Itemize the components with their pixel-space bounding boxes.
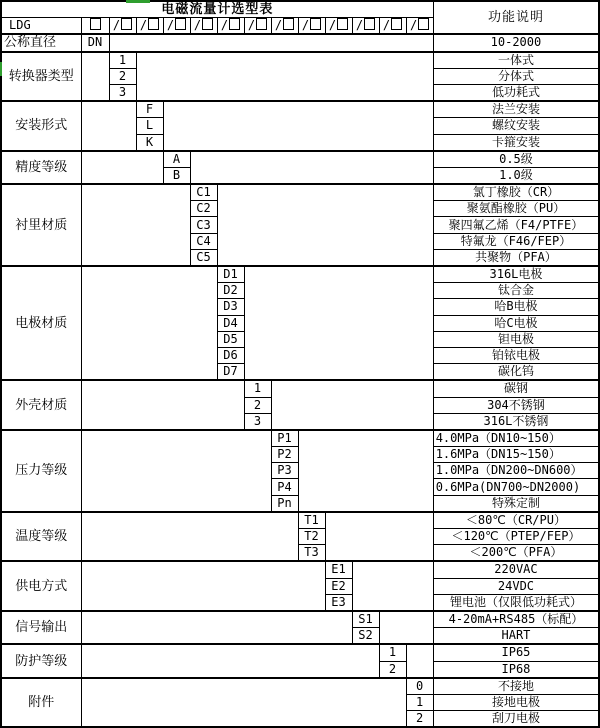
- category-label: 公称直径: [1, 34, 81, 51]
- value-cell: 聚四氟乙烯（F4/PTFE）: [433, 217, 599, 233]
- slash: /: [220, 18, 229, 33]
- code-cell: 2: [244, 397, 271, 413]
- slash: /: [355, 18, 364, 33]
- code-cell: 1: [379, 644, 406, 661]
- value-cell: 聚氨酯橡胶（PU）: [433, 201, 599, 217]
- placeholder-box-icon: [256, 18, 267, 30]
- category-label: 温度等级: [1, 512, 81, 562]
- model-code-slot: [325, 18, 352, 35]
- code-cell: D7: [217, 364, 244, 381]
- value-cell: 接地电极: [433, 694, 599, 710]
- empty-cell: [81, 430, 271, 512]
- empty-cell: [81, 611, 352, 644]
- code-cell: 2: [109, 68, 136, 84]
- empty-cell: [81, 101, 136, 151]
- empty-cell: [325, 512, 433, 562]
- value-cell: 碳钢: [433, 380, 599, 397]
- code-cell: S1: [352, 611, 379, 628]
- code-cell: T1: [298, 512, 325, 529]
- model-code-box: [81, 18, 109, 35]
- placeholder-box-icon: [283, 18, 294, 30]
- category-label: 外壳材质: [1, 380, 81, 430]
- slash: /: [409, 18, 418, 33]
- code-cell: T2: [298, 529, 325, 545]
- value-cell: 法兰安装: [433, 101, 599, 118]
- code-cell: D3: [217, 299, 244, 315]
- model-code-slot: [271, 18, 298, 35]
- category-label: 转换器类型: [1, 52, 81, 102]
- model-code-slot: [163, 18, 190, 35]
- value-cell: 氯丁橡胶（CR）: [433, 184, 599, 201]
- slash: /: [301, 18, 310, 33]
- value-cell: 共聚物（PFA）: [433, 249, 599, 266]
- slash: /: [247, 18, 256, 33]
- value-cell: 10-2000: [433, 34, 599, 51]
- code-cell: 2: [406, 711, 433, 728]
- code-cell: DN: [81, 34, 109, 51]
- category-label: 精度等级: [1, 151, 81, 184]
- value-cell: 0.6MPa(DN700~DN2000): [433, 479, 599, 495]
- slash: /: [328, 18, 337, 33]
- value-cell: 螺纹安装: [433, 118, 599, 134]
- code-cell: 2: [379, 661, 406, 678]
- value-cell: 1.6MPa（DN15~150）: [433, 447, 599, 463]
- code-cell: C3: [190, 217, 217, 233]
- slash: /: [274, 18, 283, 33]
- code-cell: P2: [271, 447, 298, 463]
- code-cell: C1: [190, 184, 217, 201]
- category-label: 附件: [1, 678, 81, 728]
- code-cell: D5: [217, 331, 244, 347]
- model-code-slot: [190, 18, 217, 35]
- empty-cell: [298, 430, 433, 512]
- table-title: 电磁流量计选型表: [1, 1, 433, 18]
- code-cell: A: [163, 151, 190, 168]
- placeholder-box-icon: [337, 18, 348, 30]
- category-label: 压力等级: [1, 430, 81, 512]
- value-cell: 4.0MPa（DN10~150）: [433, 430, 599, 447]
- placeholder-box-icon: [121, 18, 132, 30]
- function-column-header: 功能说明: [433, 1, 599, 34]
- value-cell: IP68: [433, 661, 599, 678]
- code-cell: P4: [271, 479, 298, 495]
- slash: /: [139, 18, 148, 33]
- empty-cell: [81, 644, 379, 677]
- code-cell: C2: [190, 201, 217, 217]
- placeholder-box-icon: [418, 18, 429, 30]
- category-label: 电极材质: [1, 266, 81, 380]
- value-cell: 304不锈钢: [433, 397, 599, 413]
- value-cell: 24VDC: [433, 578, 599, 594]
- value-cell: 4-20mA+RS485（标配）: [433, 611, 599, 628]
- code-cell: P3: [271, 463, 298, 479]
- code-cell: D1: [217, 266, 244, 283]
- code-cell: 1: [244, 380, 271, 397]
- value-cell: 1.0MPa（DN200~DN600）: [433, 463, 599, 479]
- empty-cell: [244, 266, 433, 380]
- slash: /: [166, 18, 175, 33]
- code-cell: 0: [406, 678, 433, 695]
- model-code-slot: [298, 18, 325, 35]
- value-cell: 220VAC: [433, 561, 599, 578]
- value-cell: 碳化钨: [433, 364, 599, 381]
- value-cell: ＜200℃（PFA）: [433, 545, 599, 562]
- empty-cell: [81, 266, 217, 380]
- placeholder-box-icon: [310, 18, 321, 30]
- empty-cell: [81, 52, 109, 102]
- empty-cell: [81, 184, 190, 266]
- empty-cell: [136, 52, 433, 102]
- value-cell: 锂电池（仅限低功耗式）: [433, 594, 599, 611]
- code-cell: S2: [352, 628, 379, 645]
- empty-cell: [81, 380, 244, 430]
- code-cell: C4: [190, 233, 217, 249]
- model-code-slot: [379, 18, 406, 35]
- category-label: 衬里材质: [1, 184, 81, 266]
- value-cell: ＜120℃（PTEP/FEP）: [433, 529, 599, 545]
- code-cell: D2: [217, 283, 244, 299]
- code-cell: L: [136, 118, 163, 134]
- scan-artifact-top-icon: [126, 0, 150, 3]
- code-cell: E2: [325, 578, 352, 594]
- value-cell: 316L不锈钢: [433, 413, 599, 430]
- placeholder-box-icon: [391, 18, 402, 30]
- placeholder-box-icon: [175, 18, 186, 30]
- code-cell: B: [163, 167, 190, 184]
- code-cell: T3: [298, 545, 325, 562]
- value-cell: 铂铱电极: [433, 347, 599, 363]
- code-cell: D4: [217, 315, 244, 331]
- code-cell: C5: [190, 249, 217, 266]
- code-cell: 1: [406, 694, 433, 710]
- model-code-slot: [217, 18, 244, 35]
- placeholder-box-icon: [148, 18, 159, 30]
- category-label: 安装形式: [1, 101, 81, 151]
- code-cell: K: [136, 134, 163, 151]
- code-cell: D6: [217, 347, 244, 363]
- value-cell: 1.0级: [433, 167, 599, 184]
- placeholder-box-icon: [202, 18, 213, 30]
- value-cell: 哈C电极: [433, 315, 599, 331]
- value-cell: 特殊定制: [433, 495, 599, 512]
- value-cell: 一体式: [433, 52, 599, 69]
- model-code-slot: [109, 18, 136, 35]
- empty-cell: [163, 101, 433, 151]
- value-cell: ＜80℃（CR/PU）: [433, 512, 599, 529]
- code-cell: 3: [109, 84, 136, 101]
- code-cell: E3: [325, 594, 352, 611]
- empty-cell: [406, 644, 433, 677]
- value-cell: 不接地: [433, 678, 599, 695]
- empty-cell: [81, 151, 163, 184]
- empty-cell: [352, 561, 433, 611]
- model-code-slot: [244, 18, 271, 35]
- value-cell: HART: [433, 628, 599, 645]
- code-cell: F: [136, 101, 163, 118]
- value-cell: 特氟龙（F46/FEP）: [433, 233, 599, 249]
- value-cell: 钛合金: [433, 283, 599, 299]
- placeholder-box-icon: [90, 18, 101, 30]
- slash: /: [193, 18, 202, 33]
- slash: /: [382, 18, 391, 33]
- category-label: 信号输出: [1, 611, 81, 644]
- model-code-slot: [136, 18, 163, 35]
- empty-cell: [81, 678, 406, 728]
- placeholder-box-icon: [364, 18, 375, 30]
- value-cell: 钽电极: [433, 331, 599, 347]
- value-cell: IP65: [433, 644, 599, 661]
- code-cell: 3: [244, 413, 271, 430]
- model-prefix: LDG: [1, 18, 81, 35]
- value-cell: 刮刀电极: [433, 711, 599, 728]
- value-cell: 低功耗式: [433, 84, 599, 101]
- empty-cell: [109, 34, 433, 51]
- empty-cell: [217, 184, 433, 266]
- empty-cell: [81, 561, 325, 611]
- category-label: 防护等级: [1, 644, 81, 677]
- placeholder-box-icon: [229, 18, 240, 30]
- empty-cell: [190, 151, 433, 184]
- empty-cell: [81, 512, 298, 562]
- empty-cell: [271, 380, 433, 430]
- code-cell: 1: [109, 52, 136, 69]
- code-cell: P1: [271, 430, 298, 447]
- code-cell: Pn: [271, 495, 298, 512]
- model-code-slot: [352, 18, 379, 35]
- slash: /: [112, 18, 121, 33]
- value-cell: 分体式: [433, 68, 599, 84]
- scan-artifact-left-icon: [0, 62, 2, 76]
- empty-cell: [379, 611, 433, 644]
- model-code-slot: [406, 18, 433, 35]
- category-label: 供电方式: [1, 561, 81, 611]
- value-cell: 316L电极: [433, 266, 599, 283]
- code-cell: E1: [325, 561, 352, 578]
- value-cell: 0.5级: [433, 151, 599, 168]
- value-cell: 卡箍安装: [433, 134, 599, 151]
- value-cell: 哈B电极: [433, 299, 599, 315]
